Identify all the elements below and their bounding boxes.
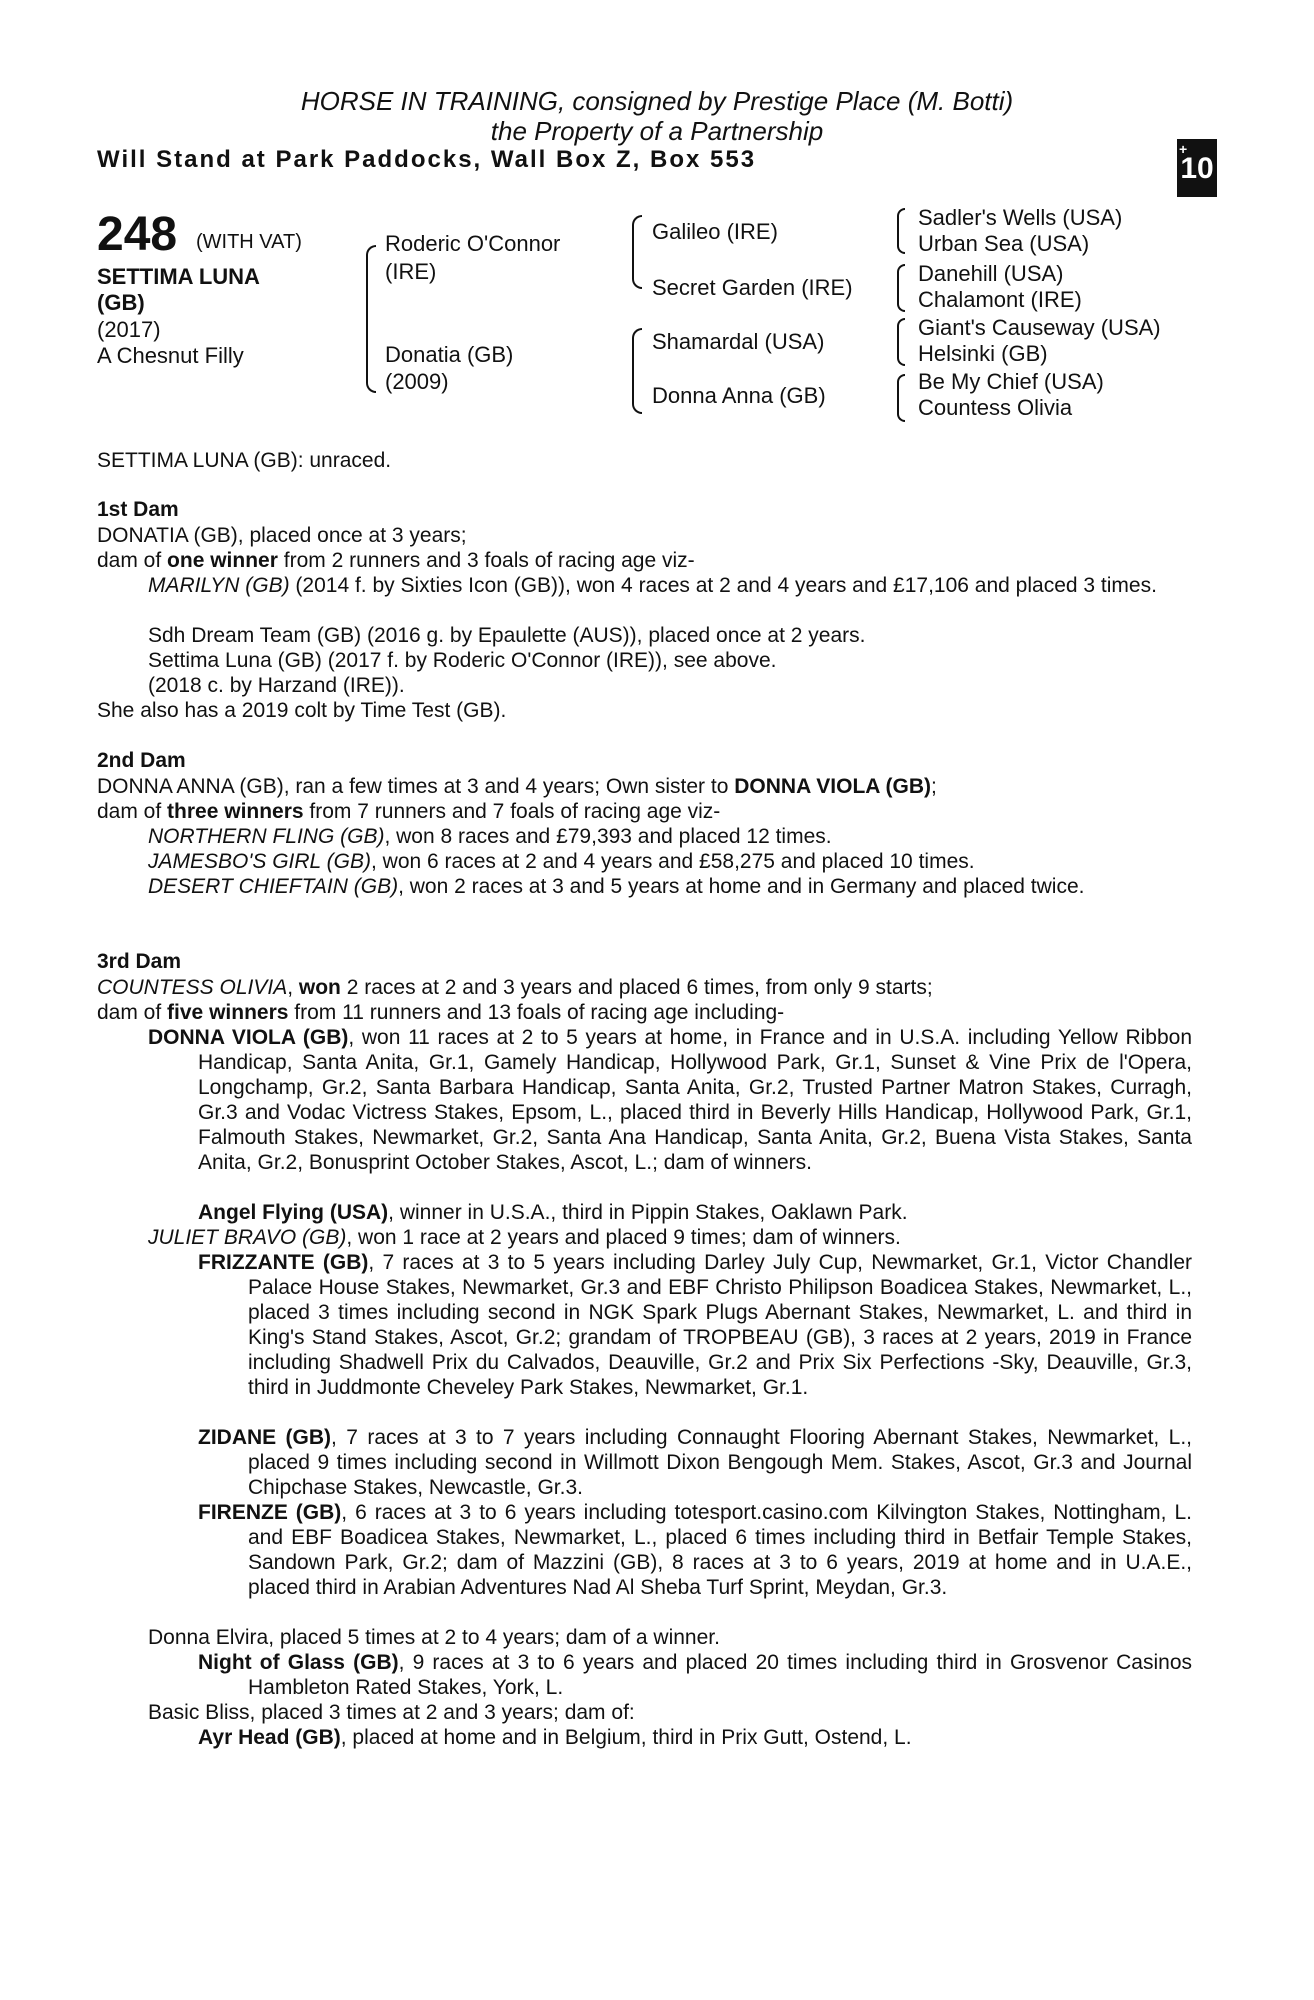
pedigree-dsd: Helsinki (GB) [918, 341, 1048, 366]
dam3-line2: dam of five winners from 11 runners and 13 foals of racing age including- [97, 1001, 785, 1024]
horse-description: A Chesnut Filly [97, 343, 244, 368]
pedigree-ddd: Countess Olivia [918, 395, 1073, 420]
dam2-line2: dam of three winners from 7 runners and 7 foals of racing age viz- [97, 800, 721, 823]
horse-country: (GB) [97, 290, 145, 315]
pedigree-sire-country: (IRE) [385, 259, 437, 284]
pedigree-dam-year: (2009) [385, 369, 449, 394]
header-consignor: HORSE IN TRAINING, consigned by Prestige Place (M. Botti) [300, 86, 1014, 116]
header-location: Will Stand at Park Paddocks, Wall Box Z, Box 553 [97, 146, 757, 173]
dam3-frizzante: FRIZZANTE (GB), 7 races at 3 to 5 years including Darley July Cup, Newmarket, Gr.1, Victor Chandler Palace House Stakes, Newmarket, Gr.3 and EBF Christo Philipson Boadicea Stakes, Newmarket, L., placed 3 times including second in NGK Spark Plugs Abernant Stakes, Newmarket, L. and third in King's Stand Stakes, Ascot, Gr.2; grandam of TROPBEAU (GB), 3 races at 2 years, 2019 in France including Shadwell Prix du Calvados, Deauville, Gr.2 and Prix Six Perfections -Sky, Deauville, Gr.3, third in Juddmonte Cheveley Park Stakes, Newmarket, Gr.1. [198, 1251, 1192, 1399]
dam1-note: She also has a 2019 colt by Time Test (GB). [97, 699, 507, 722]
race-record: SETTIMA LUNA (GB): unraced. [97, 449, 392, 472]
pedigree-dam-sire: Shamardal (USA) [652, 329, 825, 354]
lot-number: 248 [97, 208, 178, 261]
dam2-produce-2: JAMESBO'S GIRL (GB), won 6 races at 2 and 4 years and £58,275 and placed 10 times. [148, 850, 975, 873]
badge-10 [1177, 139, 1217, 197]
dam3-line1: COUNTESS OLIVIA, won 2 races at 2 and 3 years and placed 6 times, from only 9 starts; [97, 976, 933, 999]
pedigree-ssd: Urban Sea (USA) [918, 231, 1090, 256]
pedigree-brace-sire [632, 215, 642, 289]
pedigree-brace-gen1 [366, 245, 376, 393]
header-property: the Property of a Partnership [490, 116, 824, 146]
dam2-line1: DONNA ANNA (GB), ran a few times at 3 and 4 years; Own sister to DONNA VIOLA (GB); [97, 775, 937, 798]
dam2-produce-1: NORTHERN FLING (GB), won 8 races and £79,393 and placed 12 times. [148, 825, 832, 848]
pedigree-dam: Donatia (GB) [385, 342, 514, 367]
dam1-produce-2: Sdh Dream Team (GB) (2016 g. by Epaulette (AUS)), placed once at 2 years. [148, 624, 866, 647]
dam3-donna-elvira: Donna Elvira, placed 5 times at 2 to 4 years; dam of a winner. [148, 1626, 720, 1649]
dam3-donna-viola: DONNA VIOLA (GB), won 11 races at 2 to 5 years at home, in France and in U.S.A. including Yellow Ribbon Handicap, Santa Anita, Gr.1, Gamely Handicap, Hollywood Park, Gr.1, Sunset & Vine Prix de l'Opera, Longchamp, Gr.2, Santa Barbara Handicap, Santa Anita, Gr.2, Trusted Partner Matron Stakes, Curragh, Gr.3 and Vodac Victress Stakes, Epsom, L., placed third in Beverly Hills Handicap, Hollywood Park, Gr.1, Falmouth Stakes, Newmarket, Gr.2, Santa Ana Handicap, Santa Anita, Gr.2, Buena Vista Stakes, Santa Anita, Gr.2, Bonusprint October Stakes, Ascot, L.; dam of winners. [148, 1026, 1192, 1174]
horse-name: SETTIMA LUNA [97, 264, 260, 289]
horse-year: (2017) [97, 317, 161, 342]
dam2-heading: 2nd Dam [97, 749, 186, 772]
dam3-angel-flying: Angel Flying (USA), winner in U.S.A., third in Pippin Stakes, Oaklawn Park. [198, 1201, 908, 1224]
pedigree-sire: Roderic O'Connor [385, 231, 561, 256]
dam2-produce-3: DESERT CHIEFTAIN (GB), won 2 races at 3 and 5 years at home and in Germany and placed twice. [148, 875, 1085, 898]
dam1-produce-1: MARILYN (GB) (2014 f. by Sixties Icon (GB)), won 4 races at 2 and 4 years and £17,106 and placed 3 times. [148, 574, 1157, 597]
pedigree-brace-dd [897, 374, 905, 422]
dam3-juliet-bravo: JULIET BRAVO (GB), won 1 race at 2 years and placed 9 times; dam of winners. [148, 1226, 901, 1249]
pedigree-brace-ds [897, 318, 905, 366]
dam3-firenze: FIRENZE (GB), 6 races at 3 to 6 years including totesport.casino.com Kilvington Stakes, Nottingham, L. and EBF Boadicea Stakes, Newmarket, L., placed 6 times including third in Betfair Temple Stakes, Sandown Park, Gr.2; dam of Mazzini (GB), 8 races at 3 to 6 years, 2019 at home and in U.A.E., placed third in Arabian Adventures Nad Al Sheba Turf Sprint, Meydan, Gr.3. [198, 1501, 1192, 1599]
pedigree-sdd: Chalamont (IRE) [918, 287, 1082, 312]
badge-plus: + [1179, 141, 1188, 157]
dam3-ayr-head: Ayr Head (GB), placed at home and in Belgium, third in Prix Gutt, Ostend, L. [198, 1726, 912, 1749]
pedigree-dam-dam: Donna Anna (GB) [652, 383, 826, 408]
pedigree-dds: Be My Chief (USA) [918, 369, 1104, 394]
pedigree-sds: Danehill (USA) [918, 261, 1064, 286]
dam1-produce-3: Settima Luna (GB) (2017 f. by Roderic O'Connor (IRE)), see above. [148, 649, 777, 672]
dam3-night-of-glass: Night of Glass (GB), 9 races at 3 to 6 years and placed 20 times including third in Grosvenor Casinos Hambleton Rated Stakes, York, L. [198, 1651, 1192, 1699]
dam3-zidane: ZIDANE (GB), 7 races at 3 to 7 years including Connaught Flooring Abernant Stakes, Newmarket, L., placed 9 times including second in Willmott Dixon Bengough Mem. Stakes, Ascot, Gr.3 and Journal Chipchase Stakes, Newcastle, Gr.3. [198, 1426, 1192, 1499]
badge-number: 10 [1180, 152, 1214, 185]
pedigree-brace-sd [897, 264, 905, 312]
dam3-heading: 3rd Dam [97, 950, 182, 973]
dam1-produce-4: (2018 c. by Harzand (IRE)). [148, 674, 405, 697]
dam1-heading: 1st Dam [97, 498, 179, 521]
pedigree-sire-sire: Galileo (IRE) [652, 219, 778, 244]
pedigree-dss: Giant's Causeway (USA) [918, 315, 1161, 340]
dam1-line2: dam of one winner from 2 runners and 3 foals of racing age viz- [97, 549, 695, 572]
lot-vat: (WITH VAT) [196, 231, 302, 253]
pedigree-sire-dam: Secret Garden (IRE) [652, 275, 853, 300]
pedigree-brace-dam [632, 328, 642, 414]
pedigree-sss: Sadler's Wells (USA) [918, 205, 1123, 230]
dam1-line1: DONATIA (GB), placed once at 3 years; [97, 524, 467, 547]
dam3-basic-bliss: Basic Bliss, placed 3 times at 2 and 3 years; dam of: [148, 1701, 635, 1724]
pedigree-brace-ss [897, 208, 905, 254]
